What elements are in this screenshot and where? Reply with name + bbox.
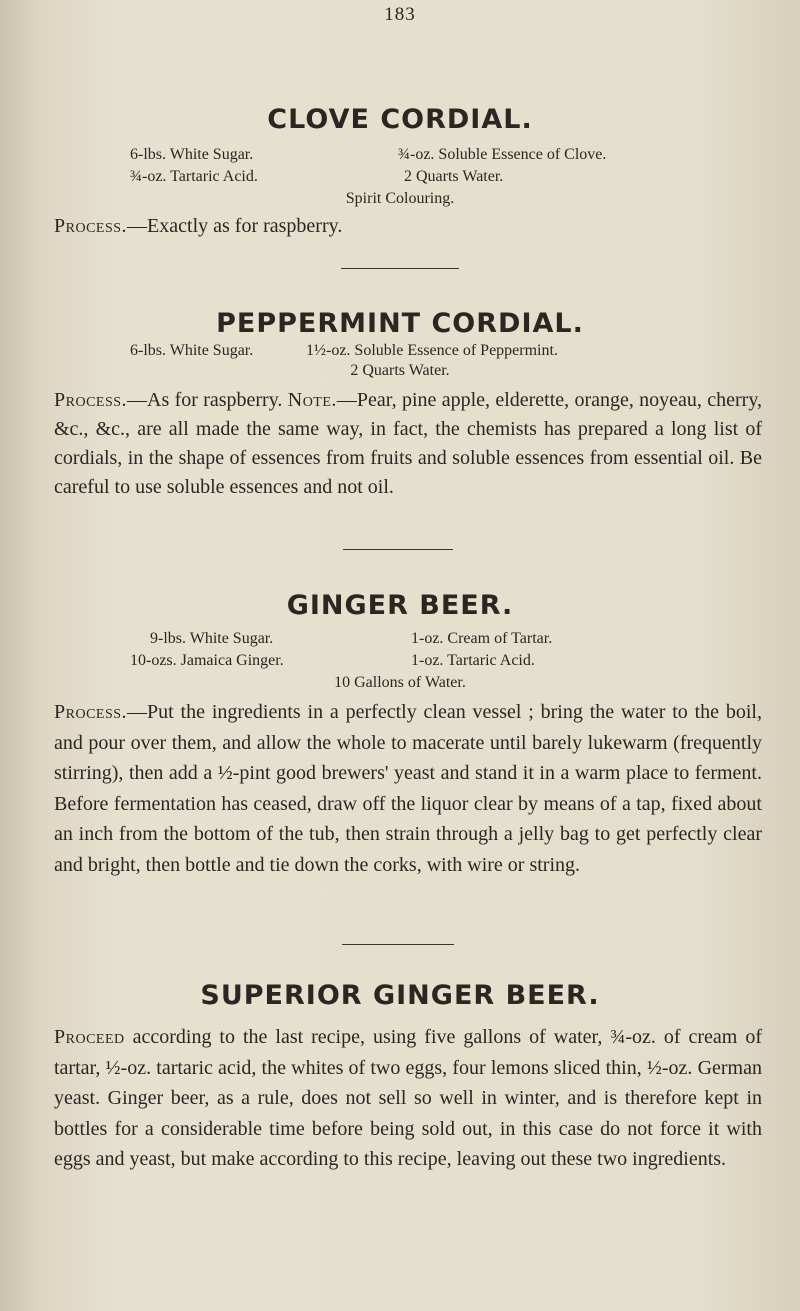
peppermint-note-label: Note. [287, 389, 337, 411]
peppermint-ingredient-sugar: 6-lbs. White Sugar. [130, 342, 254, 359]
ginger-beer-heading: GINGER BEER. [286, 590, 514, 621]
section-divider [341, 268, 459, 269]
peppermint-process-text: —As for raspberry. [127, 389, 283, 411]
peppermint-process-label: Process. [54, 389, 128, 411]
ginger-process-label: Process. [54, 701, 128, 723]
clove-ingredient-sugar: 6-lbs. White Sugar. [130, 146, 254, 163]
peppermint-process-paragraph [54, 386, 762, 502]
page-number: 183 [384, 4, 416, 25]
superior-process-paragraph [54, 1022, 762, 1175]
clove-ingredient-colouring: Spirit Colouring. [345, 190, 455, 207]
section-divider [342, 944, 454, 945]
section-divider [343, 549, 453, 550]
superior-ginger-beer-heading: SUPERIOR GINGER BEER. [200, 980, 600, 1011]
clove-process-label: Process. [54, 215, 128, 237]
peppermint-ingredient-water: 2 Quarts Water. [350, 362, 450, 379]
ginger-ingredient-acid: 1-oz. Tartaric Acid. [411, 652, 535, 669]
ginger-process-text: —Put the ingredients in a perfectly clean vessel ; bring the water to the boil, and pour over them, and allow the whole to macerate until barely lukewarm (frequently stirring), then add a ½-pint good brewers' yeast and stand it in a warm place to ferment. Before fermentation has ceased, draw off the liquor clear by means of a tap, fixed about an inch from the bottom of the tub, then strain through a jelly bag to get perfectly clear and bright, then bottle and tie down the corks, with wire or string. [54, 701, 762, 876]
peppermint-ingredient-essence: 1½-oz. Soluble Essence of Peppermint. [306, 342, 558, 359]
clove-process-paragraph [54, 212, 762, 241]
ginger-ingredient-water: 10 Gallons of Water. [334, 674, 466, 691]
ginger-ingredient-sugar: 9-lbs. White Sugar. [150, 630, 274, 647]
peppermint-cordial-heading: PEPPERMINT CORDIAL. [216, 308, 584, 339]
ginger-process-paragraph [54, 697, 762, 880]
clove-process-text: —Exactly as for raspberry. [127, 215, 343, 237]
clove-ingredient-acid: ¾-oz. Tartaric Acid. [130, 168, 258, 185]
clove-ingredient-essence: ¾-oz. Soluble Essence of Clove. [398, 146, 607, 163]
ginger-ingredient-ginger: 10-ozs. Jamaica Ginger. [130, 652, 284, 669]
peppermint-note-text: —Pear, pine apple, elderette, orange, noyeau, cherry, &c., &c., are all made the same way, in fact, the chemists has prepared a long list of cordials, in the shape of essences from fruits and soluble essences from essential oil. Be careful to use soluble essences and not oil. [54, 389, 763, 498]
superior-proceed-label: Proceed [54, 1026, 125, 1048]
superior-proceed-text: according to the last recipe, using five gallons of water, ¾-oz. of cream of tartar, ½-oz. tartaric acid, the whites of two eggs, four lemons sliced thin, ½-oz. German yeast. Ginger beer, as a rule, does not sell so well in winter, and is therefore kept in bottles for a considerable time before being sold out, in this case do not force it with eggs and yeast, but make according to this recipe, leaving out these two ingredients. [54, 1026, 762, 1170]
clove-cordial-heading: CLOVE CORDIAL. [267, 104, 533, 135]
clove-ingredient-water: 2 Quarts Water. [404, 168, 504, 185]
ginger-ingredient-cream-of-tartar: 1-oz. Cream of Tartar. [411, 630, 553, 647]
